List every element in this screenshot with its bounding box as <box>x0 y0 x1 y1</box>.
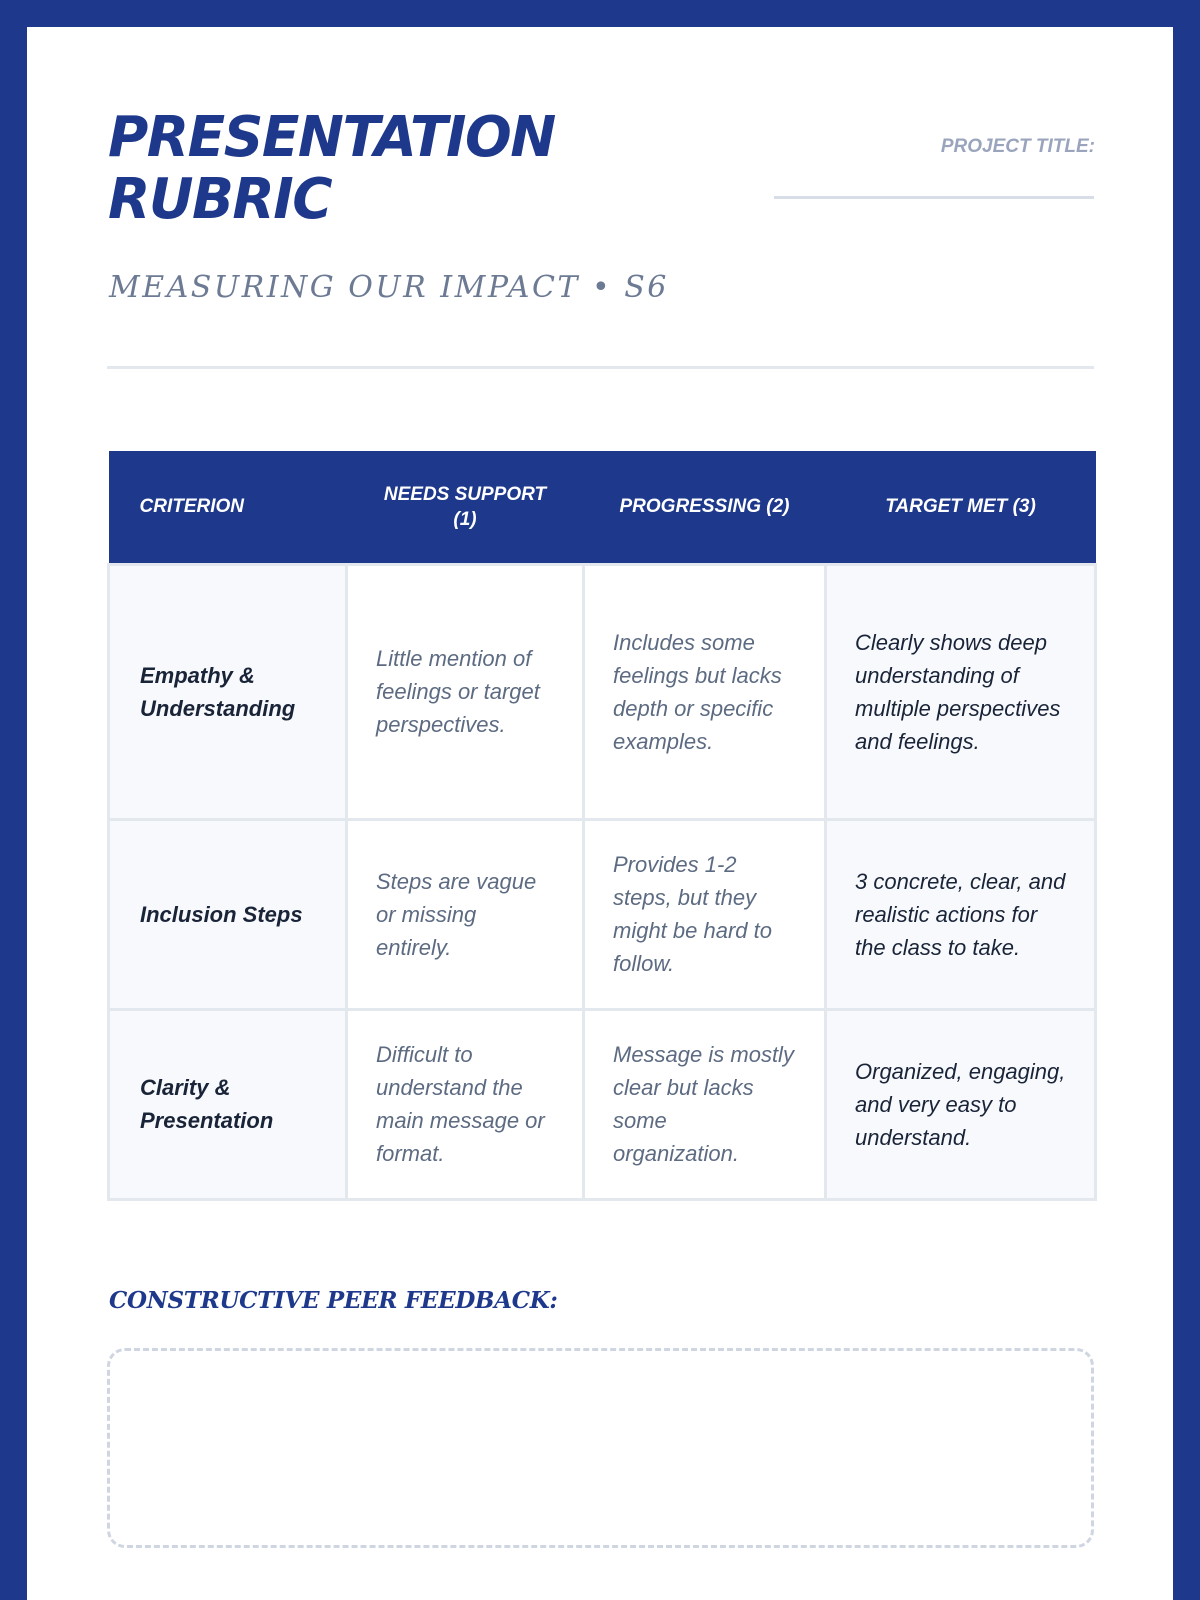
peer-feedback-box[interactable] <box>107 1348 1094 1548</box>
target-met-cell: Clearly shows deep understanding of multiple perspectives and feelings. <box>826 564 1096 819</box>
page-subtitle: MEASURING OUR IMPACT • S6 <box>109 270 669 305</box>
criterion-cell: Inclusion Steps <box>109 819 347 1009</box>
column-header-target-met: TARGET MET (3) <box>826 451 1096 564</box>
rubric-header-row <box>109 451 1096 564</box>
table-row <box>109 564 1096 819</box>
progressing-cell: Message is mostly clear but lacks some organization. <box>584 1009 826 1199</box>
page-title-line1: PRESENTATION <box>108 103 555 170</box>
project-title-field[interactable] <box>774 196 1094 199</box>
page-title <box>108 103 555 232</box>
peer-feedback-label: CONSTRUCTIVE PEER FEEDBACK: <box>109 1287 558 1314</box>
column-header-criterion: CRITERION <box>109 451 347 564</box>
criterion-cell: Clarity & Presentation <box>109 1009 347 1199</box>
needs-support-cell: Little mention of feelings or target perspectives. <box>347 564 584 819</box>
project-title-label: PROJECT TITLE: <box>940 136 1095 157</box>
needs-support-cell: Steps are vague or missing entirely. <box>347 819 584 1009</box>
table-row <box>109 819 1096 1009</box>
rubric-table <box>107 451 1097 1201</box>
rubric-sheet <box>27 27 1173 1600</box>
column-header-needs-support: NEEDS SUPPORT (1) <box>347 451 584 564</box>
target-met-cell: 3 concrete, clear, and realistic actions for the class to take. <box>826 819 1096 1009</box>
progressing-cell: Includes some feelings but lacks depth or specific examples. <box>584 564 826 819</box>
table-row <box>109 1009 1096 1199</box>
page-title-line2: RUBRIC <box>108 165 332 232</box>
criterion-cell: Empathy & Understanding <box>109 564 347 819</box>
target-met-cell: Organized, engaging, and very easy to understand. <box>826 1009 1096 1199</box>
header-divider <box>107 366 1094 369</box>
progressing-cell: Provides 1-2 steps, but they might be hard to follow. <box>584 819 826 1009</box>
needs-support-cell: Difficult to understand the main message or format. <box>347 1009 584 1199</box>
column-header-progressing: PROGRESSING (2) <box>584 451 826 564</box>
